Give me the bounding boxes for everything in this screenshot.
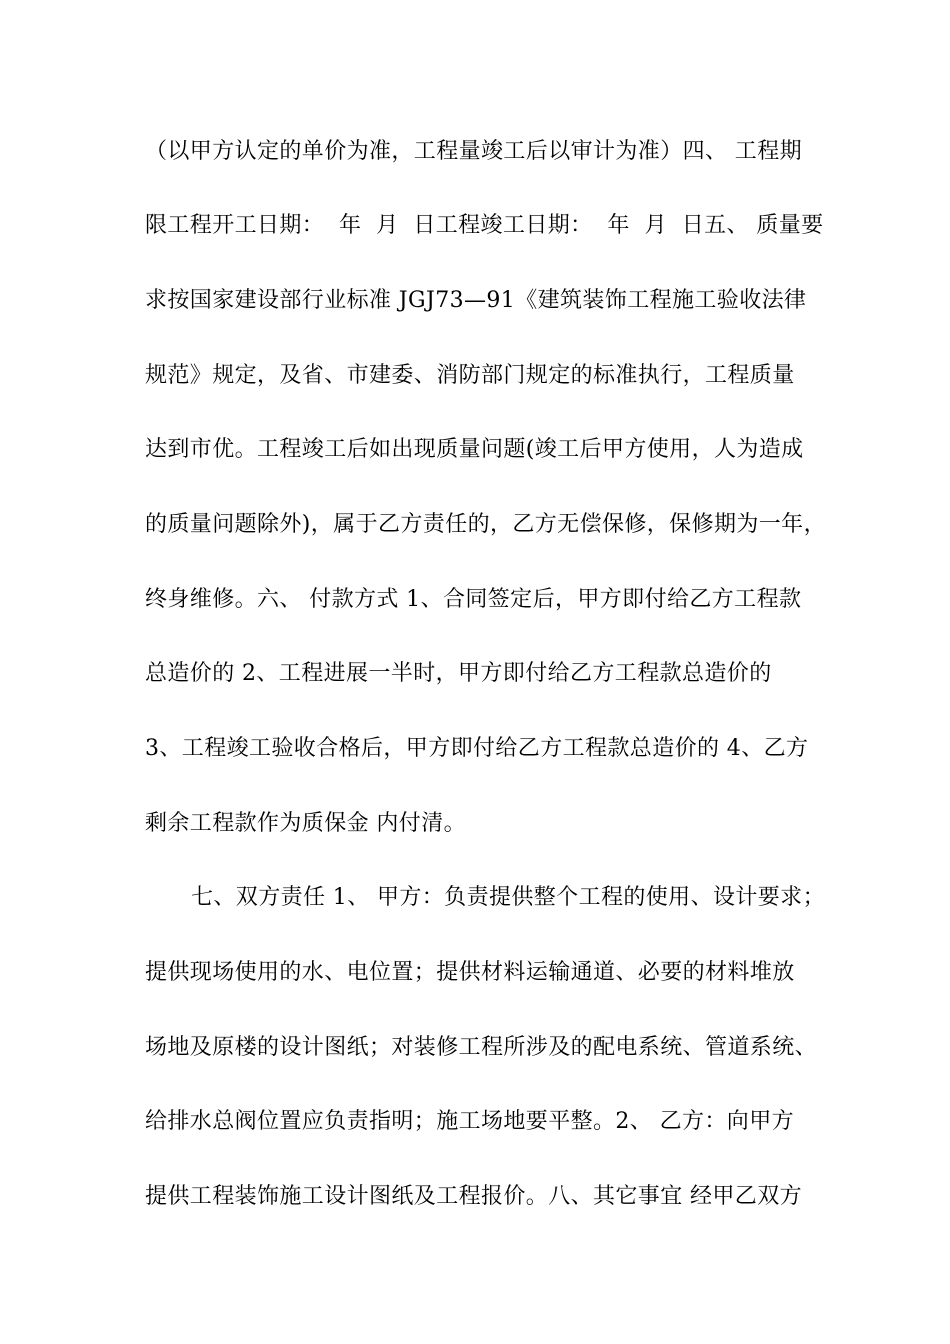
- text-line: 终身维修。六、 付款方式 1、合同签定后，甲方即付给乙方工程款: [145, 587, 802, 612]
- text-line-indented: 七、双方责任 1、 甲方：负责提供整个工程的使用、设计要求；: [191, 885, 825, 910]
- text-line: （以甲方认定的单价为准，工程量竣工后以审计为准）四、 工程期: [145, 139, 802, 164]
- text-line: 场地及原楼的设计图纸；对装修工程所涉及的配电系统、管道系统、: [145, 1035, 818, 1060]
- text-line: 提供现场使用的水、电位置；提供材料运输通道、必要的材料堆放: [145, 960, 795, 985]
- text-line: 达到市优。工程竣工后如出现质量问题(竣工后甲方使用，人为造成: [145, 437, 804, 462]
- text-line: 提供工程装饰施工设计图纸及工程报价。八、其它事宜 经甲乙双方: [145, 1184, 802, 1209]
- text-line: 3、工程竣工验收合格后，甲方即付给乙方工程款总造价的 4、乙方: [145, 736, 809, 761]
- text-line: 总造价的 2、工程进展一半时，甲方即付给乙方工程款总造价的: [145, 661, 772, 686]
- text-line: 求按国家建设部行业标准 JGJ73—91《建筑装饰工程施工验收法律: [145, 288, 807, 313]
- text-line: 限工程开工日期： 年 月 日工程竣工日期： 年 月 日五、 质量要: [145, 213, 824, 238]
- text-line: 剩余工程款作为质保金 内付清。: [145, 811, 466, 836]
- text-line: 给排水总阀位置应负责指明；施工场地要平整。2、 乙方：向甲方: [145, 1109, 794, 1134]
- text-line: 规范》规定，及省、市建委、消防部门规定的标准执行，工程质量: [145, 363, 795, 388]
- text-line: 的质量问题除外)，属于乙方责任的，乙方无偿保修，保修期为一年，: [145, 512, 826, 537]
